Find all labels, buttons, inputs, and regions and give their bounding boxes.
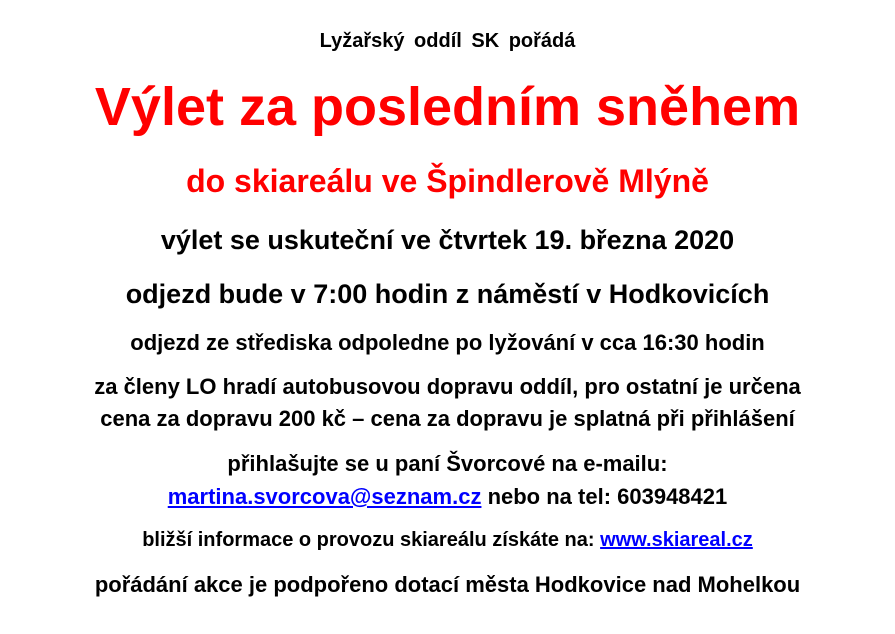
registration-line: přihlašujte se u paní Švorcové na e-mailu:	[227, 451, 668, 476]
info-line	[0, 530, 895, 550]
support-line: pořádání akce je podpořeno dotací města Hodkovice nad Mohelkou	[94, 572, 801, 597]
email-link[interactable]: martina.svorcova@seznam.cz	[167, 484, 482, 509]
departure-line: odjezd bude v 7:00 hodin z náměstí v Hodkovicích	[125, 279, 770, 309]
poster-title: Výlet za posledním sněhem	[94, 77, 801, 137]
organizer-line: Lyžařský oddíl SK pořádá	[319, 30, 576, 52]
phone-text: nebo na tel: 603948421	[481, 484, 728, 509]
poster-subtitle: do skiareálu ve Špindlerově Mlýně	[186, 163, 709, 199]
date-line: výlet se uskuteční ve čtvrtek 19. března 2020	[160, 225, 735, 255]
website-link[interactable]: www.skiareal.cz	[600, 529, 753, 551]
return-line: odjezd ze střediska odpoledne po lyžování v cca 16:30 hodin	[130, 330, 765, 355]
contact-line	[0, 486, 895, 508]
payment-line-2: cena za dopravu 200 kč – cena za dopravu je splatná při přihlášení	[100, 406, 795, 431]
payment-line-1: za členy LO hradí autobusovou dopravu oddíl, pro ostatní je určena	[94, 374, 801, 399]
info-text: bližší informace o provozu skiareálu získáte na:	[142, 529, 601, 551]
